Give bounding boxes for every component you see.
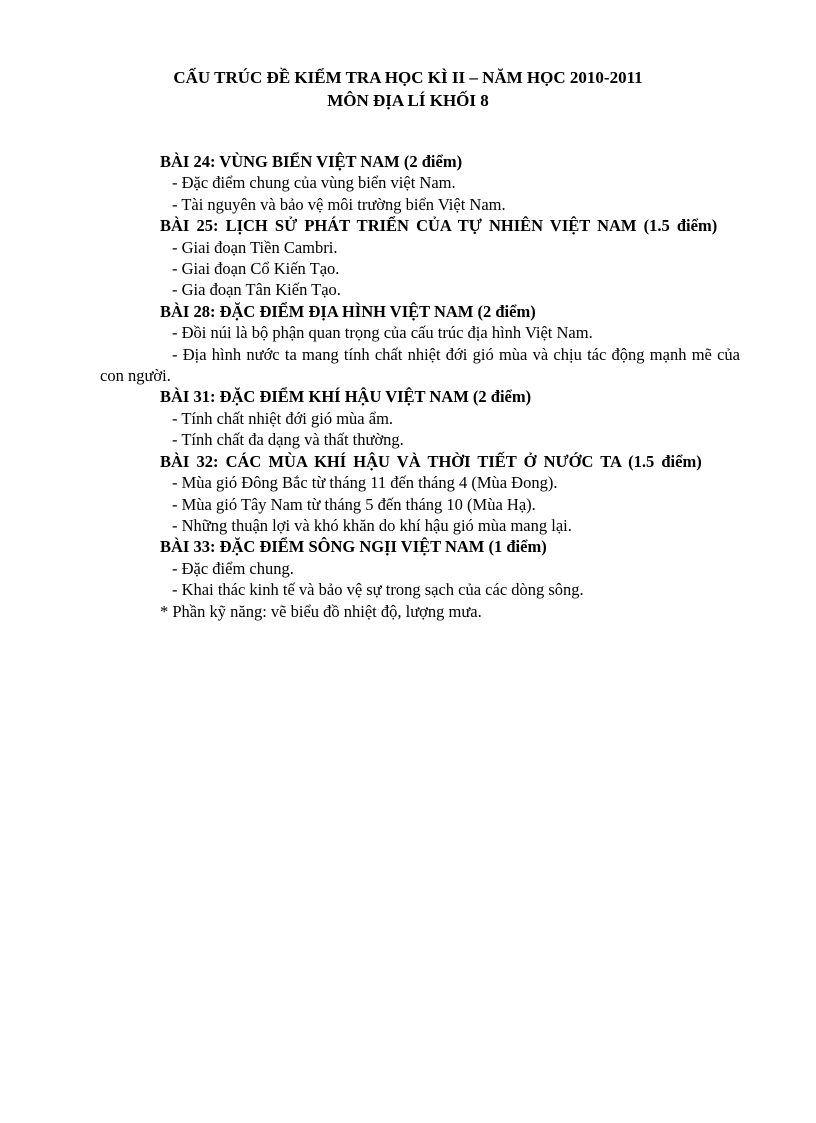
section-33-item-1: - Đặc điểm chung. (172, 558, 294, 578)
section-25-item-3: - Gia đoạn Tân Kiến Tạo. (172, 280, 341, 300)
section-24-item-2: - Tài nguyên và bảo vệ môi trường biển Việt Nam. (172, 194, 506, 214)
document-title-line1: CẤU TRÚC ĐỀ KIỂM TRA HỌC KÌ II – NĂM HỌC 2010-2011 (173, 68, 643, 87)
section-25-item-1: - Giai đoạn Tiền Cambri. (172, 237, 338, 257)
document-body (100, 151, 740, 622)
document-title-line2: MÔN ĐỊA LÍ KHỐI 8 (327, 91, 489, 110)
section-33-item-2: - Khai thác kinh tế và bảo vệ sự trong sạch của các dòng sông. (172, 580, 584, 600)
section-32-item-2: - Mùa gió Tây Nam từ tháng 5 đến tháng 10 (Mùa Hạ). (172, 494, 536, 514)
section-heading-25: BÀI 25: LỊCH SỬ PHÁT TRIỂN CỦA TỰ NHIÊN VIỆT NAM (1.5 điểm) (160, 216, 718, 236)
section-28-item-1: - Đồi núi là bộ phận quan trọng của cấu trúc địa hình Việt Nam. (172, 323, 593, 343)
section-24-item-1: - Đặc điểm chung của vùng biển việt Nam. (172, 173, 456, 193)
section-heading-31: BÀI 31: ĐẶC ĐIỂM KHÍ HẬU VIỆT NAM (2 điểm) (160, 387, 532, 407)
section-31-item-1: - Tính chất nhiệt đới gió mùa ẩm. (172, 408, 394, 428)
section-32-item-1: - Mùa gió Đông Bắc từ tháng 11 đến tháng 4 (Mùa Đong). (172, 473, 558, 493)
section-heading-28: BÀI 28: ĐẶC ĐIỂM ĐỊA HÌNH VIỆT NAM (2 điểm) (160, 301, 536, 321)
section-28-item-2: - Địa hình nước ta mang tính chất nhiệt đới gió mùa và chịu tác động mạnh mẽ của con người. (100, 344, 740, 386)
section-31-item-2: - Tính chất đa dạng và thất thường. (172, 430, 404, 450)
section-25-item-2: - Giai đoạn Cổ Kiến Tạo. (172, 259, 340, 279)
section-heading-33: BÀI 33: ĐẶC ĐIỂM SÔNG NGỊI VIỆT NAM (1 điểm) (160, 537, 547, 557)
skills-note: * Phần kỹ năng: vẽ biểu đồ nhiệt độ, lượng mưa. (160, 601, 482, 621)
section-heading-24: BÀI 24: VÙNG BIỂN VIỆT NAM (2 điểm) (160, 152, 463, 171)
section-heading-32: BÀI 32: CÁC MÙA KHÍ HẬU VÀ THỜI TIẾT Ở NƯỚC TA (1.5 điểm) (160, 451, 702, 471)
section-32-item-3: - Những thuận lợi và khó khăn do khí hậu gió mùa mang lại. (172, 515, 572, 535)
